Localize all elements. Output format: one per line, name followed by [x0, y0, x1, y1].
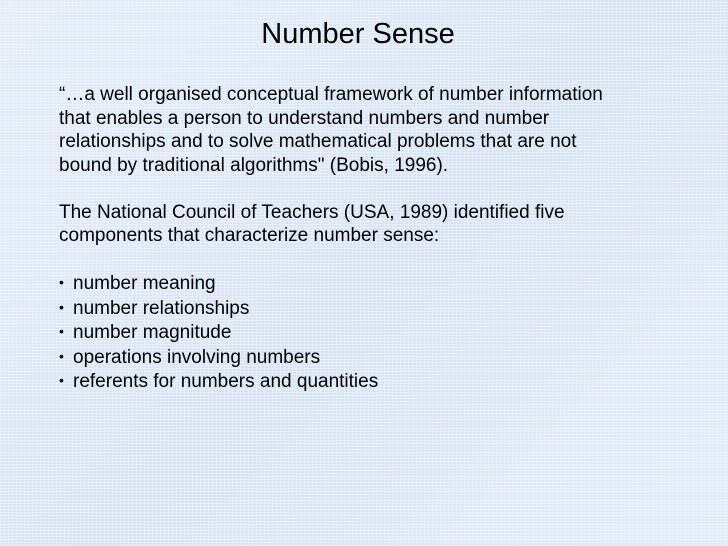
quote-line: bound by traditional algorithms" (Bobis, 1996).	[59, 154, 449, 176]
paragraph-spacer	[59, 248, 699, 272]
list-item	[59, 345, 699, 370]
list-item	[59, 369, 699, 394]
bullet-icon: •	[59, 347, 64, 364]
intro-line: The National Council of Teachers (USA, 1989) identified five	[59, 201, 565, 223]
bullet-icon: •	[59, 323, 64, 339]
list-item-text: referents for numbers and quantities	[73, 371, 379, 392]
slide-title: Number Sense	[261, 18, 455, 50]
intro-line: components that characterize number sense:	[59, 225, 440, 246]
list-item	[59, 320, 699, 345]
quote-line: “…a well organised conceptual framework of number information	[59, 84, 603, 105]
quote-line: relationships and to solve mathematical problems that are not	[59, 131, 577, 152]
intro-paragraph	[59, 201, 699, 248]
list-item-text: operations involving numbers	[73, 346, 321, 368]
bullet-icon: •	[59, 274, 64, 290]
quote-paragraph	[59, 83, 699, 177]
list-item	[59, 296, 699, 321]
paragraph-spacer	[59, 177, 699, 201]
list-item	[59, 271, 699, 296]
list-item-text: number magnitude	[73, 322, 232, 343]
bullet-icon: •	[59, 298, 64, 315]
list-item-text: number relationships	[73, 297, 250, 319]
bullet-icon: •	[59, 372, 64, 388]
quote-line: that enables a person to understand numbers and number	[59, 107, 550, 129]
components-list	[59, 271, 699, 394]
list-item-text: number meaning	[73, 273, 216, 294]
slide-body	[59, 83, 699, 394]
